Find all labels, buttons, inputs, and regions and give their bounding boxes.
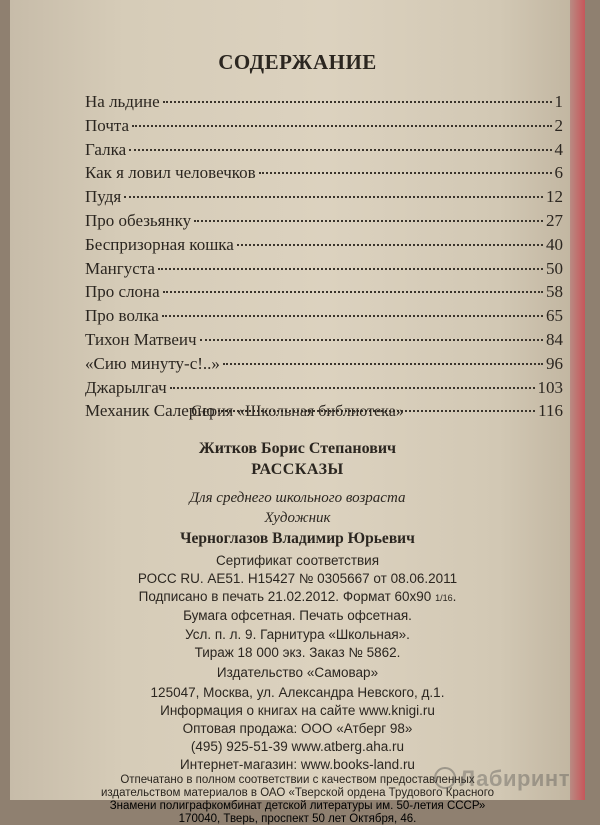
toc-entry-page: 65	[546, 306, 563, 326]
toc-entry-page: 96	[546, 353, 563, 373]
toc-leader-dots	[162, 315, 543, 317]
toc-leader-dots	[194, 220, 543, 222]
labirint-logo-icon	[434, 767, 456, 789]
toc-leader-dots	[223, 363, 543, 365]
toc-entry-page: 6	[554, 163, 563, 183]
toc-entry	[85, 330, 563, 354]
printed-line-1: Отпечатано в полном соответствии с качеством предоставленных	[120, 774, 475, 786]
format-fraction: 1/16	[435, 593, 453, 603]
illustrator-label: Художник	[264, 510, 331, 526]
book-title: РАССКАЗЫ	[251, 461, 344, 478]
author-name: Житков Борис Степанович	[198, 440, 397, 457]
sheets-line: Усл. п. л. 9. Гарнитура «Школьная».	[185, 627, 410, 642]
toc-entry	[85, 92, 563, 116]
toc-entry-page: 27	[546, 210, 563, 230]
toc-entry-page: 116	[538, 401, 563, 421]
signed-text: Подписано в печать 21.02.2012. Формат 60х90	[138, 589, 432, 604]
toc-entry	[85, 235, 563, 259]
toc-entry-page: 58	[546, 282, 563, 302]
toc-entry-page: 2	[554, 115, 563, 135]
toc-entry-title: Джарылгач	[85, 377, 167, 397]
table-of-contents	[85, 92, 563, 425]
book-page	[10, 0, 585, 800]
toc-title: СОДЕРЖАНИЕ	[218, 50, 377, 74]
audience-line: Для среднего школьного возраста	[189, 490, 406, 506]
toc-entry	[85, 354, 563, 378]
printed-line-2: издательством материалов в ОАО «Тверской ордена Трудового Красного	[100, 787, 495, 799]
phone-site-line: (495) 925-51-39 www.atberg.aha.ru	[190, 739, 405, 754]
toc-leader-dots	[237, 244, 543, 246]
toc-leader-dots	[163, 101, 552, 103]
shop-line: Интернет-магазин: www.books-land.ru	[180, 757, 415, 772]
toc-entry	[85, 259, 563, 283]
toc-leader-dots	[163, 291, 543, 293]
toc-entry	[85, 306, 563, 330]
toc-entry-page: 1	[554, 92, 563, 111]
publisher-line: Издательство «Самовар»	[216, 665, 379, 680]
toc-entry	[85, 187, 563, 211]
book-edge	[570, 0, 585, 800]
cert-label: Сертификат соответствия	[215, 553, 380, 568]
info-line: Информация о книгах на сайте www.knigi.ru	[160, 703, 435, 718]
toc-entry	[85, 140, 563, 164]
toc-entry-page: 50	[546, 258, 563, 278]
toc-leader-dots	[170, 387, 535, 389]
toc-entry-page: 84	[546, 329, 563, 349]
toc-entry-page: 103	[537, 377, 563, 397]
printed-line-3: Знамени полиграфкомбинат детской литературы им. 50-летия СССР»	[109, 800, 486, 812]
toc-leader-dots	[158, 268, 543, 270]
toc-entry-title: Почта	[85, 115, 130, 135]
toc-entry-title: Как я ловил человечков	[85, 163, 256, 183]
toc-entry	[85, 378, 563, 402]
cert-number: РОСС RU. АЕ51. Н15427 № 0305667 от 08.06.2011	[137, 571, 458, 586]
toc-entry-page: 12	[546, 187, 563, 207]
toc-entry	[85, 163, 563, 187]
toc-entry-title: «Сию минуту-с!..»	[85, 353, 220, 373]
printed-line-4: 170040, Тверь, проспект 50 лет Октября, 46.	[178, 813, 417, 825]
toc-entry-title: Тихон Матвеич	[85, 329, 197, 349]
illustrator-name: Черноглазов Владимир Юрьевич	[180, 530, 415, 547]
toc-leader-dots	[200, 339, 543, 341]
watermark	[434, 766, 570, 792]
toc-leader-dots	[124, 196, 543, 198]
toc-entry-page: 4	[554, 139, 563, 159]
toc-entry-title: На льдине	[85, 92, 160, 111]
toc-entry	[85, 282, 563, 306]
toc-entry	[85, 211, 563, 235]
toc-entry-page: 40	[546, 234, 563, 254]
toc-leader-dots	[132, 125, 551, 127]
toc-entry	[85, 116, 563, 140]
series-line: Серия «Школьная библиотека»	[191, 403, 404, 420]
print-run-line: Тираж 18 000 экз. Заказ № 5862.	[194, 645, 401, 660]
signed-line: Подписано в печать 21.02.2012. Формат 60х90 1/16.	[138, 589, 457, 604]
toc-entry-title: Пудя	[85, 187, 122, 207]
toc-leader-dots	[129, 149, 551, 151]
toc-entry-title: Про слона	[85, 282, 160, 302]
wholesale-line: Оптовая продажа: ООО «Атберг 98»	[182, 721, 413, 736]
watermark-text: Лабиринт	[459, 766, 570, 791]
toc-entry-title: Галка	[85, 139, 127, 159]
toc-entry-title: Механик Салерно	[85, 401, 215, 421]
paper-line: Бумага офсетная. Печать офсетная.	[183, 608, 412, 623]
toc-entry-title: Про волка	[85, 306, 159, 326]
toc-entry-title: Беспризорная кошка	[85, 234, 234, 254]
toc-entry-title: Мангуста	[85, 258, 155, 278]
toc-entry-title: Про обезьянку	[85, 210, 192, 230]
address-line: 125047, Москва, ул. Александра Невского, д.1.	[150, 685, 445, 700]
toc-leader-dots	[259, 172, 552, 174]
